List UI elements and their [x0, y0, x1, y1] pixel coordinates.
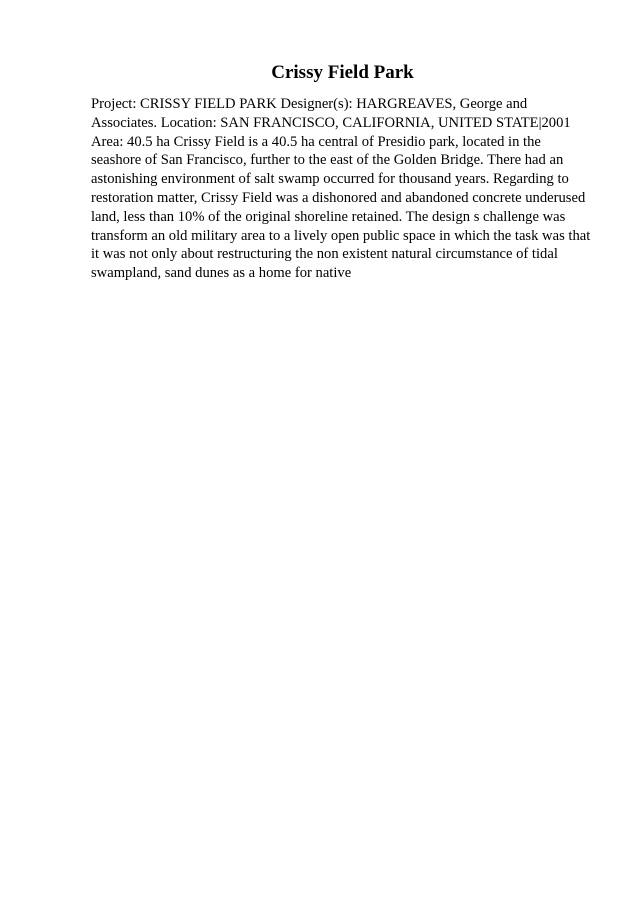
body-line: seashore of San Francisco, further to the east of the Golden Bridge. There had an: [91, 152, 564, 169]
body-line: restoration matter, Crissy Field was a dishonored and abandoned concrete underused: [91, 189, 586, 206]
document-body: [91, 95, 611, 283]
body-line: astonishing environment of salt swamp occurred for thousand years. Regarding to: [91, 171, 569, 188]
body-line: transform an old military area to a lively open public space in which the task was that: [91, 227, 591, 244]
document-title: Crissy Field Park: [271, 62, 414, 83]
body-line: it was not only about restructuring the non existent natural circumstance of tidal: [91, 246, 558, 263]
body-line: Project: CRISSY FIELD PARK Designer(s): HARGREAVES, George and: [91, 96, 528, 112]
body-line: Associates. Location: SAN FRANCISCO, CALIFORNIA, UNITED STATE|2001: [91, 114, 571, 131]
body-line: swampland, sand dunes as a home for native: [91, 265, 352, 282]
body-line: land, less than 10% of the original shoreline retained. The design s challenge was: [91, 208, 566, 225]
body-line: Area: 40.5 ha Crissy Field is a 40.5 ha central of Presidio park, located in the: [91, 133, 541, 150]
